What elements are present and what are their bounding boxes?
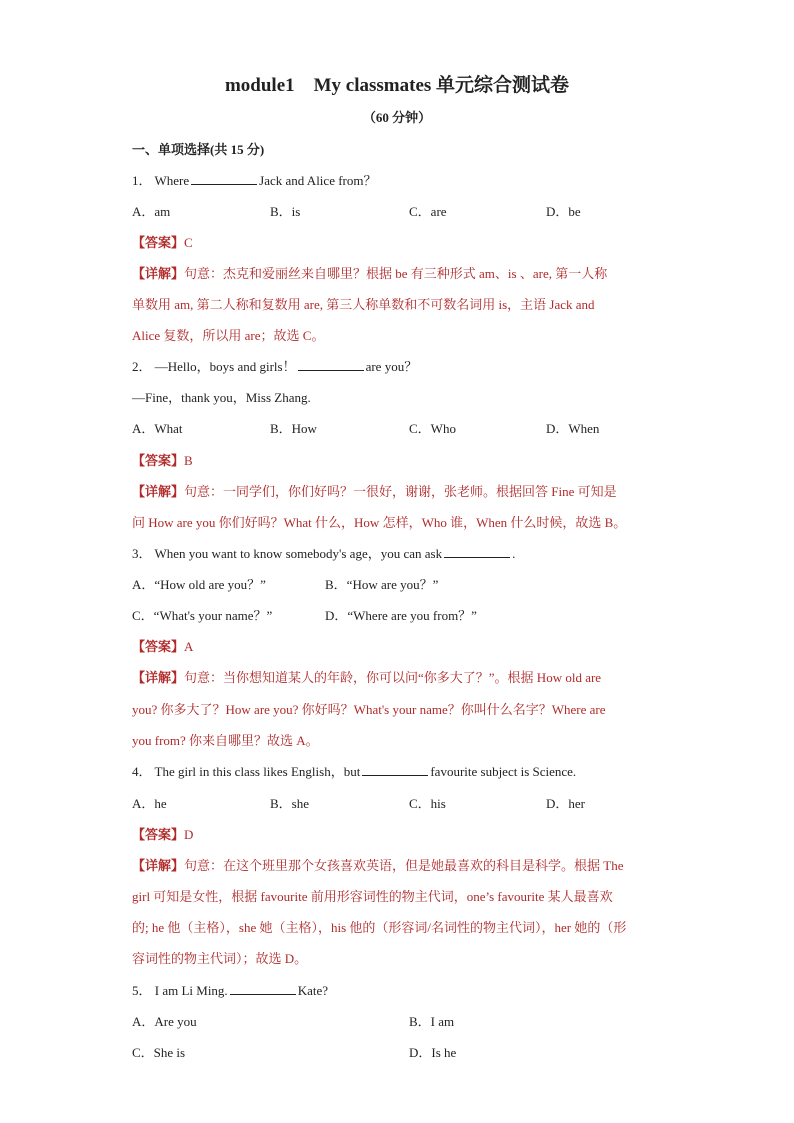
question-3-text-a: 3． When you want to know somebody's age，you can ask (132, 546, 443, 561)
question-2-text-a: 2． —Hello，boys and girls！ (132, 359, 296, 374)
q5-option-a: A．Are you (132, 1014, 197, 1029)
q5-option-d: D．Is he (409, 1045, 457, 1060)
page-subtitle: （60 分钟） (362, 110, 432, 125)
q5-option-c: C．She is (132, 1045, 186, 1060)
q3-detail-line (132, 669, 601, 687)
q2-detail-line (132, 483, 617, 501)
q3-detail-line: you from? 你来自哪里？故选 A。 (132, 733, 319, 748)
answer-label: 【答案】 (132, 453, 185, 468)
q1-option-d: D．be (546, 204, 581, 219)
detail-text: 句意：杰克和爱丽丝来自哪里？根据 be 有三种形式 am、is 、are, 第一人称 (184, 266, 608, 281)
question-1-text-a: 1． Where (132, 173, 190, 188)
q4-detail-line: 的; he 他（主格），she 她（主格），his 他的（形容词/名词性的物主代词），her 她的（形 (132, 920, 627, 935)
q2-option-b: B．How (270, 421, 317, 436)
question-4-stem (132, 763, 576, 781)
question-2-text-b: are you？ (365, 359, 418, 374)
detail-text: 句意：当你想知道某人的年龄，你可以问“你多大了？”。根据 How old are (184, 670, 602, 685)
question-2-stem (132, 358, 417, 376)
detail-label: 【详解】 (132, 266, 185, 281)
detail-text: 句意：一同学们，你们好吗？一很好，谢谢，张老师。根据回答 Fine 可知是 (184, 484, 617, 499)
q1-detail-line: 单数用 am, 第二人称和复数用 are, 第三人称单数和不可数名词用 is，主语 Jack and (132, 297, 595, 312)
q1-option-b: B．is (270, 204, 301, 219)
question-5-blank (230, 982, 296, 995)
q2-option-c: C．Who (409, 421, 456, 436)
q3-answer (132, 638, 193, 656)
answer-value: A (184, 639, 194, 654)
detail-label: 【详解】 (132, 670, 185, 685)
detail-text: 句意：在这个班里那个女孩喜欢英语，但是她最喜欢的科目是科学。根据 The (184, 858, 624, 873)
question-5-text-a: 5． I am Li Ming. (132, 983, 228, 998)
answer-value: C (184, 235, 193, 250)
question-5-stem (132, 982, 328, 1000)
question-3-stem (132, 545, 515, 563)
question-5-text-b: Kate? (297, 983, 328, 998)
q4-option-b: B．she (270, 796, 310, 811)
page-title: module1 My classmates 单元综合测试卷 (224, 75, 570, 96)
q3-option-b: B．“How are you？” (325, 577, 439, 592)
q4-detail-line: girl 可知是女性，根据 favourite 前用形容词性的物主代词，one’s favourite 某人最喜欢 (132, 889, 613, 904)
q3-option-a: A．“How old are you？” (132, 577, 266, 592)
question-2-blank (298, 358, 364, 371)
question-1-blank (191, 172, 257, 185)
q3-option-c: C．“What's your name？” (132, 608, 273, 623)
detail-label: 【详解】 (132, 858, 185, 873)
question-4-text-b: favourite subject is Science. (430, 764, 577, 779)
answer-label: 【答案】 (132, 639, 185, 654)
q2-option-a: A．What (132, 421, 183, 436)
q4-detail-line (132, 857, 623, 875)
q4-option-c: C．his (409, 796, 446, 811)
answer-value: D (184, 827, 194, 842)
answer-label: 【答案】 (132, 827, 185, 842)
q4-option-d: D．her (546, 796, 585, 811)
question-4-blank (362, 763, 428, 776)
detail-label: 【详解】 (132, 484, 185, 499)
q1-detail-line: Alice 复数，所以用 are；故选 C。 (132, 328, 325, 343)
q2-answer (132, 452, 193, 470)
answer-value: B (184, 453, 193, 468)
question-1-text-b: Jack and Alice from？ (259, 173, 377, 188)
question-2-reply: —Fine，thank you，Miss Zhang. (132, 390, 311, 405)
question-1-stem (132, 172, 376, 190)
q4-detail-line: 容词性的物主代词）；故选 D。 (132, 951, 308, 966)
q4-option-a: A．he (132, 796, 167, 811)
q1-answer (132, 234, 193, 252)
section-heading: 一、单项选择(共 15 分) (132, 142, 265, 157)
q2-option-d: D．When (546, 421, 600, 436)
question-3-blank (444, 545, 510, 558)
q4-answer (132, 826, 193, 844)
q5-option-b: B．I am (409, 1014, 455, 1029)
answer-label: 【答案】 (132, 235, 185, 250)
q3-option-d: D．“Where are you from？” (325, 608, 477, 623)
q2-detail-line: 问 How are you 你们好吗？What 什么，How 怎样，Who 谁，When 什么时候，故选 B。 (132, 515, 627, 530)
q1-option-a: A．am (132, 204, 171, 219)
question-4-text-a: 4． The girl in this class likes English，but (132, 764, 361, 779)
q1-option-c: C．are (409, 204, 447, 219)
q1-detail-line (132, 265, 607, 283)
q3-detail-line: you? 你多大了？How are you? 你好吗？What's your name？你叫什么名字？Where are (132, 702, 606, 717)
question-3-text-b: . (512, 546, 516, 561)
